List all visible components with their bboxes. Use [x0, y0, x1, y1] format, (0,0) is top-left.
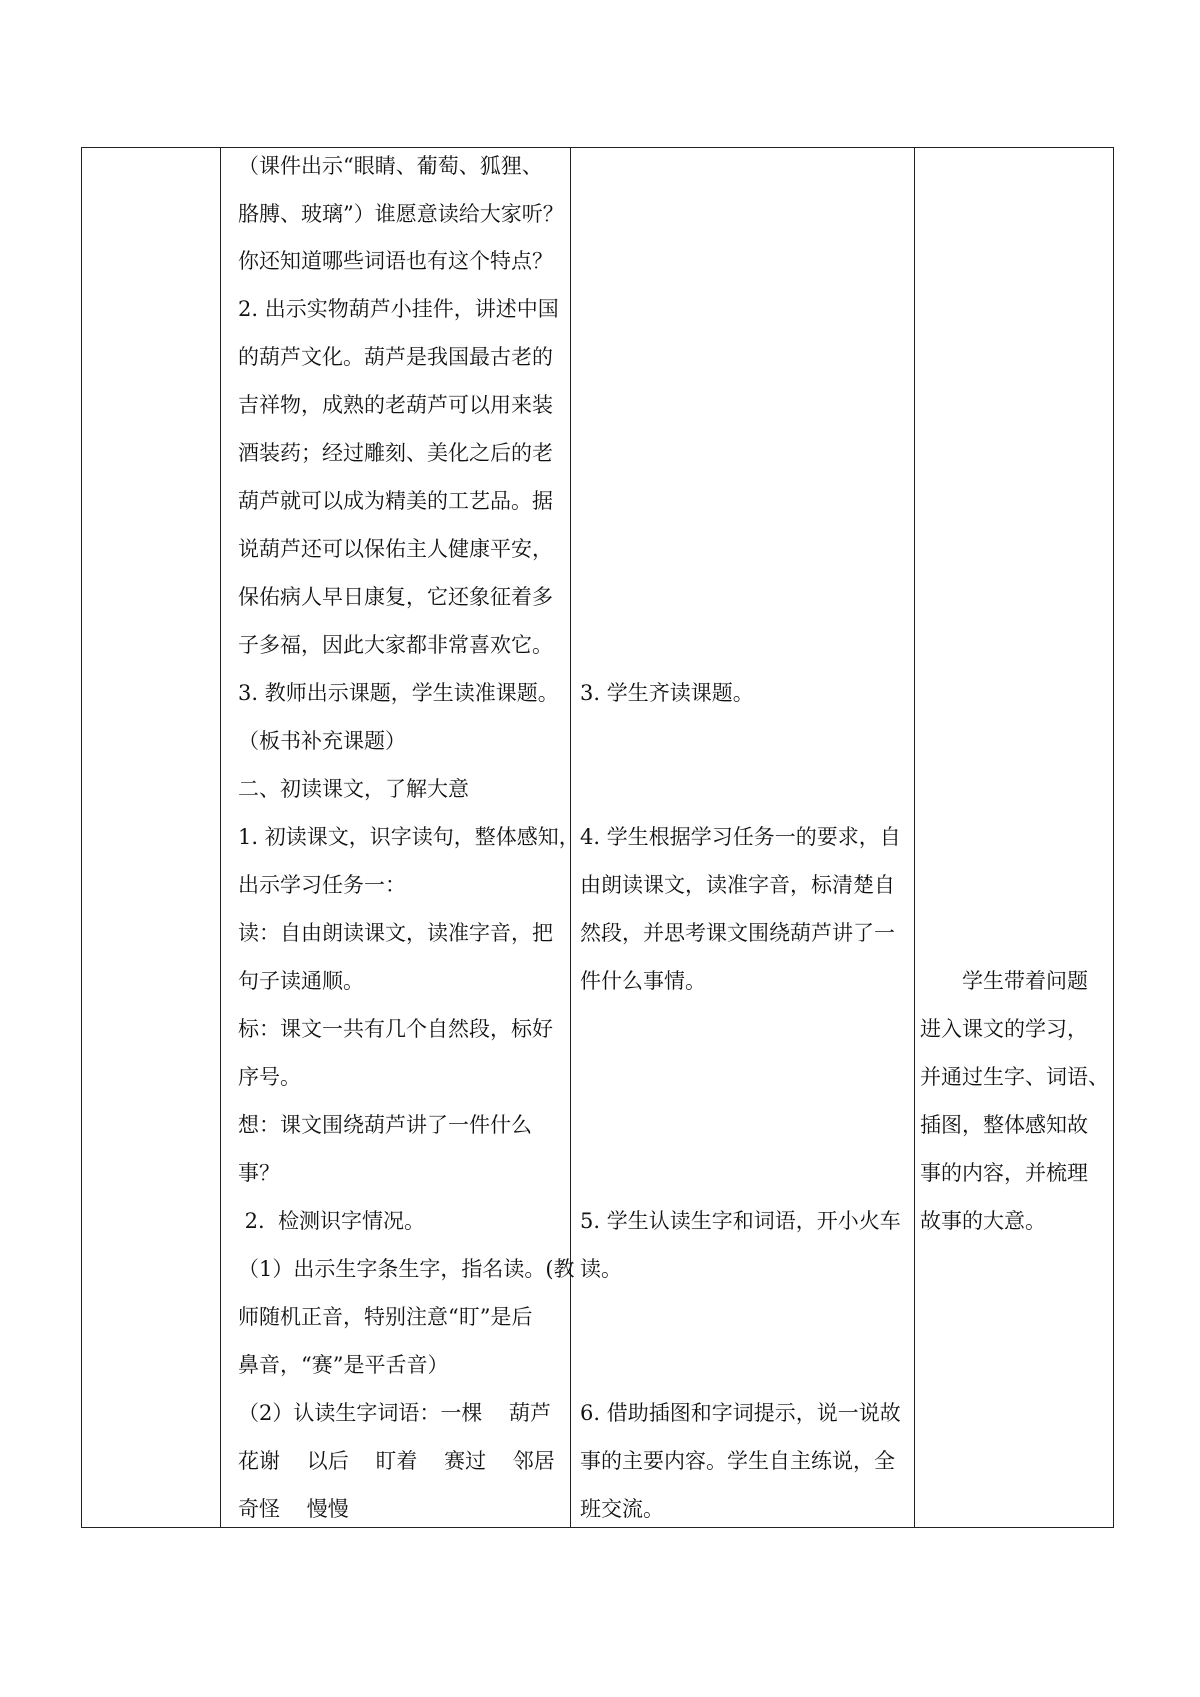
student-line: 班交流。	[580, 1497, 664, 1521]
column-divider	[914, 148, 915, 1527]
teacher-line: 1. 初读课文，识字读句，整体感知，	[238, 825, 580, 849]
teacher-line: 序号。	[238, 1065, 301, 1089]
teacher-line: 2. 出示实物葫芦小挂件，讲述中国	[238, 297, 559, 321]
teacher-line: 说葫芦还可以保佑主人健康平安，	[238, 537, 553, 561]
teacher-line: （2）认读生字词语：一棵 葫芦	[238, 1401, 552, 1425]
teacher-line: 出示学习任务一：	[238, 873, 406, 897]
teacher-line: 你还知道哪些词语也有这个特点？	[238, 249, 553, 273]
student-line: 由朗读课文，读准字音，标清楚自	[580, 873, 895, 897]
teacher-line: 想：课文围绕葫芦讲了一件什么	[238, 1113, 532, 1137]
intent-line: 故事的大意。	[920, 1209, 1046, 1233]
teacher-line: 花谢 以后 盯着 赛过 邻居	[238, 1449, 555, 1473]
teacher-line: 师随机正音，特别注意“盯”是后	[238, 1305, 533, 1329]
teacher-line: 鼻音，“赛”是平舌音）	[238, 1353, 449, 1377]
teacher-line: 保佑病人早日康复，它还象征着多	[238, 585, 553, 609]
intent-line: 进入课文的学习，	[920, 1017, 1088, 1041]
student-line: 6. 借助插图和字词提示，说一说故	[580, 1401, 901, 1425]
teacher-line: 2. 检测识字情况。	[238, 1209, 426, 1233]
teacher-line: 标：课文一共有几个自然段，标好	[238, 1017, 553, 1041]
teacher-line: 3. 教师出示课题，学生读准课题。	[238, 681, 559, 705]
teacher-line: （课件出示“眼睛、葡萄、狐狸、	[238, 154, 543, 178]
lesson-table	[81, 147, 1114, 1528]
student-line: 事的主要内容。学生自主练说，全	[580, 1449, 895, 1473]
teacher-line: 奇怪 慢慢	[238, 1497, 349, 1521]
student-line: 3. 学生齐读课题。	[580, 681, 754, 705]
teacher-line: 的葫芦文化。葫芦是我国最古老的	[238, 345, 553, 369]
student-line: 读。	[580, 1257, 622, 1281]
teacher-line: （1）出示生字条生字，指名读。(教	[238, 1257, 575, 1281]
teacher-line: 事？	[238, 1161, 280, 1185]
teacher-line: 葫芦就可以成为精美的工艺品。据	[238, 489, 553, 513]
student-line: 4. 学生根据学习任务一的要求，自	[580, 825, 901, 849]
teacher-line: 酒装药；经过雕刻、美化之后的老	[238, 441, 553, 465]
intent-line: 并通过生字、词语、	[920, 1065, 1109, 1089]
teacher-line: （板书补充课题）	[238, 729, 406, 753]
teacher-line: 胳膊、玻璃”）谁愿意读给大家听？	[238, 202, 564, 226]
teacher-line: 读：自由朗读课文，读准字音，把	[238, 921, 553, 945]
student-line: 5. 学生认读生字和词语，开小火车	[580, 1209, 901, 1233]
teacher-line: 子多福，因此大家都非常喜欢它。	[238, 633, 553, 657]
intent-line: 插图，整体感知故	[920, 1113, 1088, 1137]
intent-line: 事的内容，并梳理	[920, 1161, 1088, 1185]
student-line: 件什么事情。	[580, 969, 706, 993]
intent-line: 学生带着问题	[920, 969, 1088, 993]
section-heading: 二、初读课文，了解大意	[238, 777, 469, 801]
column-divider	[220, 148, 221, 1527]
student-line: 然段，并思考课文围绕葫芦讲了一	[580, 921, 895, 945]
teacher-line: 吉祥物，成熟的老葫芦可以用来装	[238, 393, 553, 417]
teacher-line: 句子读通顺。	[238, 969, 364, 993]
